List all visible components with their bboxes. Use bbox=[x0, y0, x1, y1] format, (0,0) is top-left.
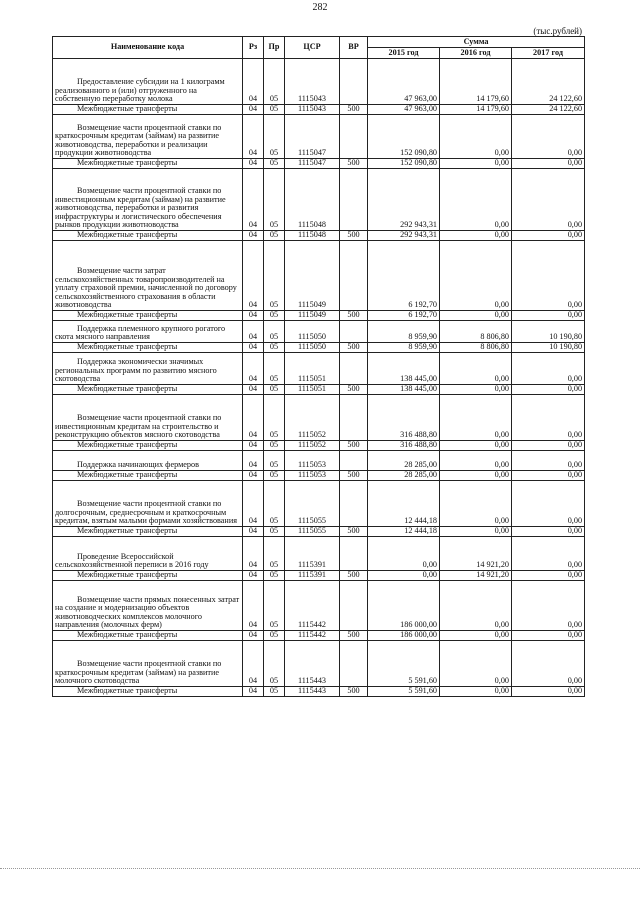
row-2015: 12 444,18 bbox=[368, 481, 440, 527]
row-rz: 04 bbox=[243, 537, 264, 571]
row-name: Проведение Всероссийской сельскохозяйственной переписи в 2016 году bbox=[53, 537, 243, 571]
row-2016: 14 179,60 bbox=[440, 59, 512, 105]
table-row bbox=[53, 571, 585, 581]
row-rz: 04 bbox=[243, 231, 264, 241]
row-vr bbox=[340, 353, 368, 385]
header-2016: 2016 год bbox=[440, 48, 512, 59]
row-2017: 0,00 bbox=[512, 631, 585, 641]
row-vr: 500 bbox=[340, 471, 368, 481]
row-2017: 10 190,80 bbox=[512, 321, 585, 343]
row-2016: 0,00 bbox=[440, 451, 512, 471]
row-rz: 04 bbox=[243, 385, 264, 395]
row-vr: 500 bbox=[340, 527, 368, 537]
row-csr: 1115050 bbox=[285, 321, 340, 343]
row-2015: 138 445,00 bbox=[368, 385, 440, 395]
row-csr: 1115051 bbox=[285, 353, 340, 385]
row-vr: 500 bbox=[340, 631, 368, 641]
page-number: 282 bbox=[312, 2, 328, 13]
row-2015: 28 285,00 bbox=[368, 471, 440, 481]
row-2015: 12 444,18 bbox=[368, 527, 440, 537]
row-rz: 04 bbox=[243, 481, 264, 527]
row-2017: 0,00 bbox=[512, 159, 585, 169]
row-csr: 1115048 bbox=[285, 231, 340, 241]
row-2016: 0,00 bbox=[440, 581, 512, 631]
row-vr bbox=[340, 115, 368, 159]
row-csr: 1115049 bbox=[285, 311, 340, 321]
row-2015: 28 285,00 bbox=[368, 451, 440, 471]
row-vr bbox=[340, 641, 368, 687]
row-2016: 0,00 bbox=[440, 641, 512, 687]
table-row bbox=[53, 105, 585, 115]
row-name: Поддержка экономически значимых региональных программ по развитию мясного скотоводства bbox=[53, 353, 243, 385]
row-2016: 0,00 bbox=[440, 115, 512, 159]
row-2016: 0,00 bbox=[440, 159, 512, 169]
row-csr: 1115442 bbox=[285, 631, 340, 641]
row-name: Возмещение части процентной ставки по инвестиционным кредитам (займам) на развитие животноводства, переработки и развития инфраструктуры и логистического обеспечения рынков продукции животноводства bbox=[53, 169, 243, 231]
table-row bbox=[53, 687, 585, 697]
table-row bbox=[53, 159, 585, 169]
row-rz: 04 bbox=[243, 159, 264, 169]
row-2016: 0,00 bbox=[440, 311, 512, 321]
header-rz: Рз bbox=[243, 37, 264, 59]
header-2017: 2017 год bbox=[512, 48, 585, 59]
row-csr: 1115050 bbox=[285, 343, 340, 353]
row-rz: 04 bbox=[243, 641, 264, 687]
row-pr: 05 bbox=[264, 537, 285, 571]
row-csr: 1115052 bbox=[285, 395, 340, 441]
row-2016: 14 179,60 bbox=[440, 105, 512, 115]
row-csr: 1115047 bbox=[285, 159, 340, 169]
row-2015: 6 192,70 bbox=[368, 311, 440, 321]
row-2015: 5 591,60 bbox=[368, 687, 440, 697]
row-2017: 0,00 bbox=[512, 687, 585, 697]
row-pr: 05 bbox=[264, 169, 285, 231]
row-csr: 1115047 bbox=[285, 115, 340, 159]
table-row bbox=[53, 59, 585, 105]
row-2017: 0,00 bbox=[512, 581, 585, 631]
row-2017: 0,00 bbox=[512, 169, 585, 231]
row-name: Межбюджетные трансферты bbox=[53, 631, 243, 641]
row-pr: 05 bbox=[264, 481, 285, 527]
row-2017: 0,00 bbox=[512, 641, 585, 687]
header-name: Наименование кода bbox=[53, 37, 243, 59]
row-pr: 05 bbox=[264, 159, 285, 169]
row-csr: 1115055 bbox=[285, 527, 340, 537]
row-2016: 0,00 bbox=[440, 441, 512, 451]
row-2015: 316 488,80 bbox=[368, 395, 440, 441]
row-2016: 0,00 bbox=[440, 395, 512, 441]
table-row bbox=[53, 169, 585, 231]
row-csr: 1115043 bbox=[285, 59, 340, 105]
row-2017: 24 122,60 bbox=[512, 59, 585, 105]
row-2017: 0,00 bbox=[512, 385, 585, 395]
row-csr: 1115053 bbox=[285, 471, 340, 481]
row-rz: 04 bbox=[243, 353, 264, 385]
row-pr: 05 bbox=[264, 321, 285, 343]
row-name: Межбюджетные трансферты bbox=[53, 687, 243, 697]
row-vr bbox=[340, 395, 368, 441]
row-csr: 1115053 bbox=[285, 451, 340, 471]
row-name: Возмещение части процентной ставки по краткосрочным кредитам (займам) на развитие молочного скотоводства bbox=[53, 641, 243, 687]
row-rz: 04 bbox=[243, 241, 264, 311]
table-row bbox=[53, 353, 585, 385]
row-name: Межбюджетные трансферты bbox=[53, 105, 243, 115]
row-csr: 1115051 bbox=[285, 385, 340, 395]
row-pr: 05 bbox=[264, 311, 285, 321]
table-row bbox=[53, 631, 585, 641]
row-2017: 0,00 bbox=[512, 471, 585, 481]
row-vr bbox=[340, 581, 368, 631]
row-2015: 152 090,80 bbox=[368, 115, 440, 159]
header-csr: ЦСР bbox=[285, 37, 340, 59]
row-vr: 500 bbox=[340, 105, 368, 115]
row-vr bbox=[340, 241, 368, 311]
row-pr: 05 bbox=[264, 115, 285, 159]
row-2015: 186 000,00 bbox=[368, 581, 440, 631]
row-vr: 500 bbox=[340, 441, 368, 451]
table-row bbox=[53, 311, 585, 321]
row-rz: 04 bbox=[243, 471, 264, 481]
row-vr bbox=[340, 321, 368, 343]
row-name: Предоставление субсидии на 1 килограмм реализованного и (или) отгруженного на собственную переработку молока bbox=[53, 59, 243, 105]
row-pr: 05 bbox=[264, 571, 285, 581]
row-csr: 1115043 bbox=[285, 105, 340, 115]
row-vr: 500 bbox=[340, 159, 368, 169]
row-pr: 05 bbox=[264, 527, 285, 537]
row-2015: 8 959,90 bbox=[368, 321, 440, 343]
row-2015: 152 090,80 bbox=[368, 159, 440, 169]
row-vr bbox=[340, 59, 368, 105]
row-pr: 05 bbox=[264, 343, 285, 353]
row-2015: 47 963,00 bbox=[368, 59, 440, 105]
row-2017: 0,00 bbox=[512, 527, 585, 537]
row-name: Межбюджетные трансферты bbox=[53, 471, 243, 481]
row-2015: 0,00 bbox=[368, 571, 440, 581]
row-2016: 0,00 bbox=[440, 527, 512, 537]
row-2017: 0,00 bbox=[512, 231, 585, 241]
row-vr: 500 bbox=[340, 343, 368, 353]
row-2017: 0,00 bbox=[512, 311, 585, 321]
units-label: (тыс.рублей) bbox=[533, 26, 582, 36]
table-row bbox=[53, 581, 585, 631]
table-row bbox=[53, 527, 585, 537]
row-vr: 500 bbox=[340, 311, 368, 321]
row-name: Межбюджетные трансферты bbox=[53, 385, 243, 395]
table-row bbox=[53, 451, 585, 471]
row-2017: 0,00 bbox=[512, 451, 585, 471]
row-name: Межбюджетные трансферты bbox=[53, 571, 243, 581]
row-csr: 1115048 bbox=[285, 169, 340, 231]
row-2016: 0,00 bbox=[440, 231, 512, 241]
row-pr: 05 bbox=[264, 395, 285, 441]
row-name: Возмещение части процентной ставки по инвестиционным кредитам на строительство и реконструкцию объектов мясного скотоводства bbox=[53, 395, 243, 441]
row-2016: 0,00 bbox=[440, 471, 512, 481]
row-csr: 1115443 bbox=[285, 687, 340, 697]
row-2015: 5 591,60 bbox=[368, 641, 440, 687]
row-2017: 0,00 bbox=[512, 441, 585, 451]
row-2017: 0,00 bbox=[512, 241, 585, 311]
row-pr: 05 bbox=[264, 441, 285, 451]
row-2017: 10 190,80 bbox=[512, 343, 585, 353]
table-row bbox=[53, 537, 585, 571]
row-2015: 138 445,00 bbox=[368, 353, 440, 385]
row-2015: 6 192,70 bbox=[368, 241, 440, 311]
table-row bbox=[53, 441, 585, 451]
row-2017: 24 122,60 bbox=[512, 105, 585, 115]
row-pr: 05 bbox=[264, 581, 285, 631]
row-2016: 0,00 bbox=[440, 169, 512, 231]
table-row bbox=[53, 231, 585, 241]
table-row bbox=[53, 641, 585, 687]
row-name: Межбюджетные трансферты bbox=[53, 231, 243, 241]
row-csr: 1115442 bbox=[285, 581, 340, 631]
row-2015: 316 488,80 bbox=[368, 441, 440, 451]
row-name: Межбюджетные трансферты bbox=[53, 159, 243, 169]
row-2016: 14 921,20 bbox=[440, 537, 512, 571]
row-rz: 04 bbox=[243, 311, 264, 321]
row-2015: 292 943,31 bbox=[368, 169, 440, 231]
row-pr: 05 bbox=[264, 231, 285, 241]
row-name: Поддержка начинающих фермеров bbox=[53, 451, 243, 471]
row-rz: 04 bbox=[243, 631, 264, 641]
row-name: Возмещение части процентной ставки по краткосрочным кредитам (займам) на развитие животноводства, переработки и реализации продукции животноводства bbox=[53, 115, 243, 159]
row-pr: 05 bbox=[264, 59, 285, 105]
table-row bbox=[53, 395, 585, 441]
row-2017: 0,00 bbox=[512, 353, 585, 385]
row-rz: 04 bbox=[243, 105, 264, 115]
row-vr: 500 bbox=[340, 687, 368, 697]
row-2016: 0,00 bbox=[440, 353, 512, 385]
table-row bbox=[53, 241, 585, 311]
row-2016: 8 806,80 bbox=[440, 321, 512, 343]
row-csr: 1115443 bbox=[285, 641, 340, 687]
row-2017: 0,00 bbox=[512, 115, 585, 159]
row-rz: 04 bbox=[243, 169, 264, 231]
row-pr: 05 bbox=[264, 687, 285, 697]
row-2015: 8 959,90 bbox=[368, 343, 440, 353]
row-vr: 500 bbox=[340, 231, 368, 241]
scan-artifact-line bbox=[0, 868, 640, 869]
table-row bbox=[53, 115, 585, 159]
table-body bbox=[53, 59, 585, 697]
row-pr: 05 bbox=[264, 385, 285, 395]
row-2016: 0,00 bbox=[440, 687, 512, 697]
row-vr: 500 bbox=[340, 571, 368, 581]
row-pr: 05 bbox=[264, 451, 285, 471]
header-2015: 2015 год bbox=[368, 48, 440, 59]
row-pr: 05 bbox=[264, 105, 285, 115]
row-2017: 0,00 bbox=[512, 395, 585, 441]
row-rz: 04 bbox=[243, 441, 264, 451]
row-rz: 04 bbox=[243, 527, 264, 537]
row-pr: 05 bbox=[264, 471, 285, 481]
row-name: Поддержка племенного крупного рогатого скота мясного направления bbox=[53, 321, 243, 343]
row-2017: 0,00 bbox=[512, 571, 585, 581]
row-name: Возмещение части затрат сельскохозяйственных товаропроизводителей на уплату страховой премии, начисленной по договору сельскохозяйственного страхования в области животноводства bbox=[53, 241, 243, 311]
row-vr bbox=[340, 481, 368, 527]
row-csr: 1115049 bbox=[285, 241, 340, 311]
row-pr: 05 bbox=[264, 631, 285, 641]
row-2017: 0,00 bbox=[512, 537, 585, 571]
row-vr: 500 bbox=[340, 385, 368, 395]
table-row bbox=[53, 481, 585, 527]
row-2015: 47 963,00 bbox=[368, 105, 440, 115]
row-name: Межбюджетные трансферты bbox=[53, 311, 243, 321]
row-pr: 05 bbox=[264, 353, 285, 385]
header-pr: Пр bbox=[264, 37, 285, 59]
budget-table bbox=[52, 36, 585, 697]
header-vr: ВР bbox=[340, 37, 368, 59]
row-csr: 1115052 bbox=[285, 441, 340, 451]
row-csr: 1115055 bbox=[285, 481, 340, 527]
row-vr bbox=[340, 169, 368, 231]
row-rz: 04 bbox=[243, 59, 264, 105]
row-rz: 04 bbox=[243, 395, 264, 441]
row-rz: 04 bbox=[243, 571, 264, 581]
row-rz: 04 bbox=[243, 343, 264, 353]
row-2016: 0,00 bbox=[440, 241, 512, 311]
row-2016: 0,00 bbox=[440, 385, 512, 395]
row-vr bbox=[340, 537, 368, 571]
row-2015: 186 000,00 bbox=[368, 631, 440, 641]
table-row bbox=[53, 471, 585, 481]
row-csr: 1115391 bbox=[285, 537, 340, 571]
row-pr: 05 bbox=[264, 241, 285, 311]
row-rz: 04 bbox=[243, 581, 264, 631]
row-name: Возмещение части прямых понесенных затрат на создание и модернизацию объектов животноводческих комплексов молочного направления (молочных ферм) bbox=[53, 581, 243, 631]
row-2017: 0,00 bbox=[512, 481, 585, 527]
table-row bbox=[53, 385, 585, 395]
row-rz: 04 bbox=[243, 115, 264, 159]
table-row bbox=[53, 321, 585, 343]
table-row bbox=[53, 343, 585, 353]
row-name: Межбюджетные трансферты bbox=[53, 527, 243, 537]
row-pr: 05 bbox=[264, 641, 285, 687]
row-2016: 0,00 bbox=[440, 631, 512, 641]
row-csr: 1115391 bbox=[285, 571, 340, 581]
row-2015: 0,00 bbox=[368, 537, 440, 571]
header-sum: Сумма bbox=[368, 37, 585, 48]
row-2016: 8 806,80 bbox=[440, 343, 512, 353]
row-name: Межбюджетные трансферты bbox=[53, 343, 243, 353]
row-vr bbox=[340, 451, 368, 471]
row-2016: 14 921,20 bbox=[440, 571, 512, 581]
row-rz: 04 bbox=[243, 451, 264, 471]
row-rz: 04 bbox=[243, 321, 264, 343]
row-name: Межбюджетные трансферты bbox=[53, 441, 243, 451]
row-2015: 292 943,31 bbox=[368, 231, 440, 241]
row-2016: 0,00 bbox=[440, 481, 512, 527]
row-rz: 04 bbox=[243, 687, 264, 697]
row-name: Возмещение части процентной ставки по долгосрочным, среднесрочным и краткосрочным кредитам, взятым малыми формами хозяйствования bbox=[53, 481, 243, 527]
